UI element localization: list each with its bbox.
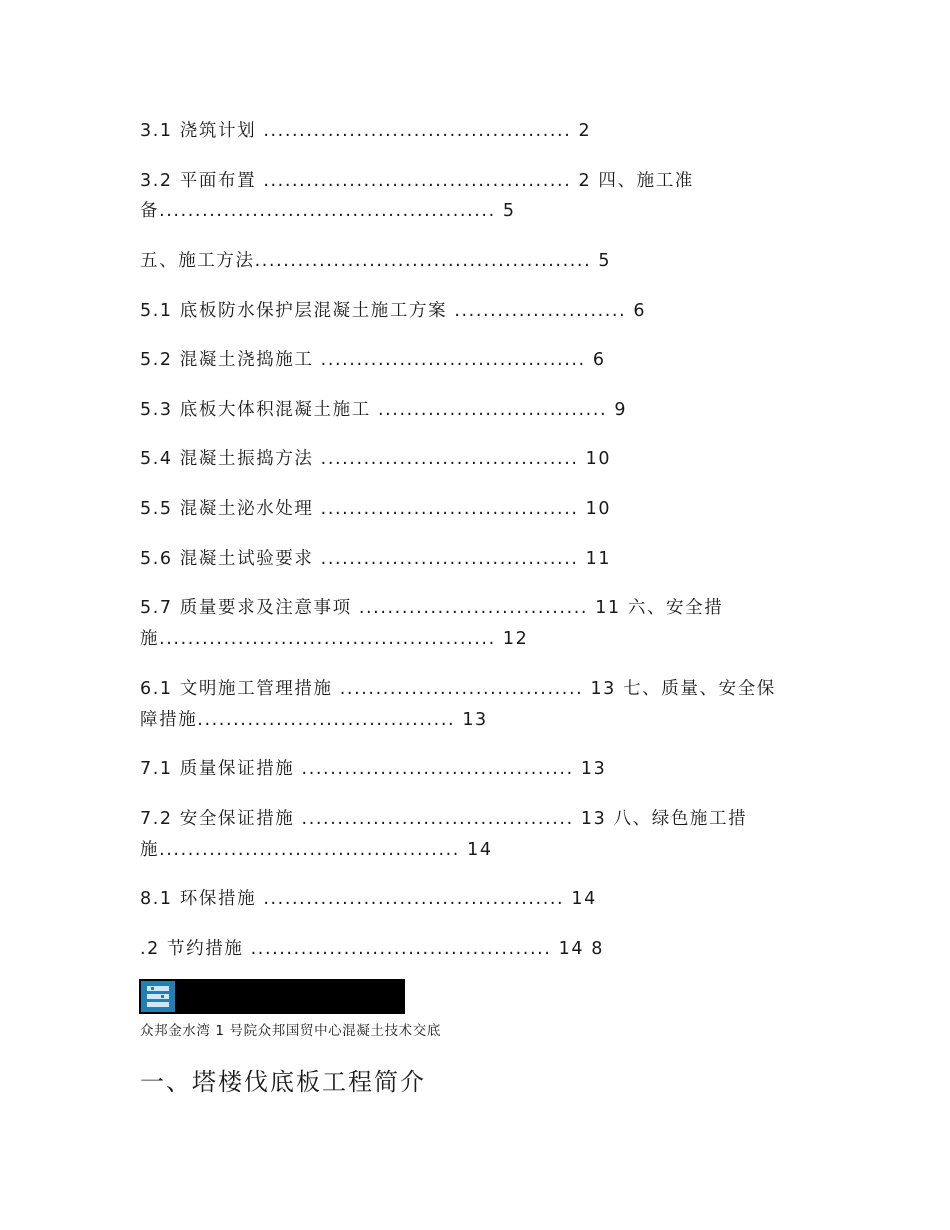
- toc-line[interactable]: 5.6 混凝土试验要求 .................................... 11: [140, 549, 612, 569]
- toc-line[interactable]: 3.1 浇筑计划 ........................................... 2: [140, 121, 592, 141]
- toc-line[interactable]: 5.5 混凝土泌水处理 .................................... 10: [140, 499, 612, 519]
- toc-line[interactable]: 5.3 底板大体积混凝土施工 ................................ 9: [140, 400, 628, 420]
- toc-line[interactable]: 5.4 混凝土振捣方法 .................................... 10: [140, 449, 612, 469]
- toc-line[interactable]: 障措施.................................... 13: [140, 710, 488, 730]
- document-caption: 众邦金水湾 1 号院众邦国贸中心混凝土技术交底: [140, 1023, 441, 1039]
- toc-line[interactable]: 7.2 安全保证措施 ...................................... 13 八、绿色施工措: [140, 809, 748, 829]
- toc-line[interactable]: 5.7 质量要求及注意事项 ................................ 11 六、安全措: [140, 598, 724, 618]
- toc-line[interactable]: 5.1 底板防水保护层混凝土施工方案 ........................ 6: [140, 301, 647, 321]
- toc-line[interactable]: 施.......................................... 14: [140, 840, 493, 860]
- section-heading: 一、塔楼伐底板工程简介: [140, 1068, 426, 1096]
- company-logo-icon: [141, 981, 175, 1012]
- toc-line[interactable]: 6.1 文明施工管理措施 .................................. 13 七、质量、安全保: [140, 679, 776, 699]
- header-banner: [139, 979, 405, 1014]
- toc-line[interactable]: 五、施工方法............................................... 5: [140, 251, 612, 271]
- toc-line[interactable]: .2 节约措施 .......................................... 14 8: [140, 939, 604, 959]
- toc-line[interactable]: 备............................................... 5: [140, 201, 516, 221]
- toc-line[interactable]: 施............................................... 12: [140, 629, 529, 649]
- toc-line[interactable]: 8.1 环保措施 .......................................... 14: [140, 889, 597, 909]
- toc-line[interactable]: 5.2 混凝土浇捣施工 ..................................... 6: [140, 350, 606, 370]
- logo-emblem-icon: [141, 981, 175, 1012]
- toc-line[interactable]: 7.1 质量保证措施 ...................................... 13: [140, 759, 607, 779]
- toc-line[interactable]: 3.2 平面布置 ........................................... 2 四、施工准: [140, 171, 694, 191]
